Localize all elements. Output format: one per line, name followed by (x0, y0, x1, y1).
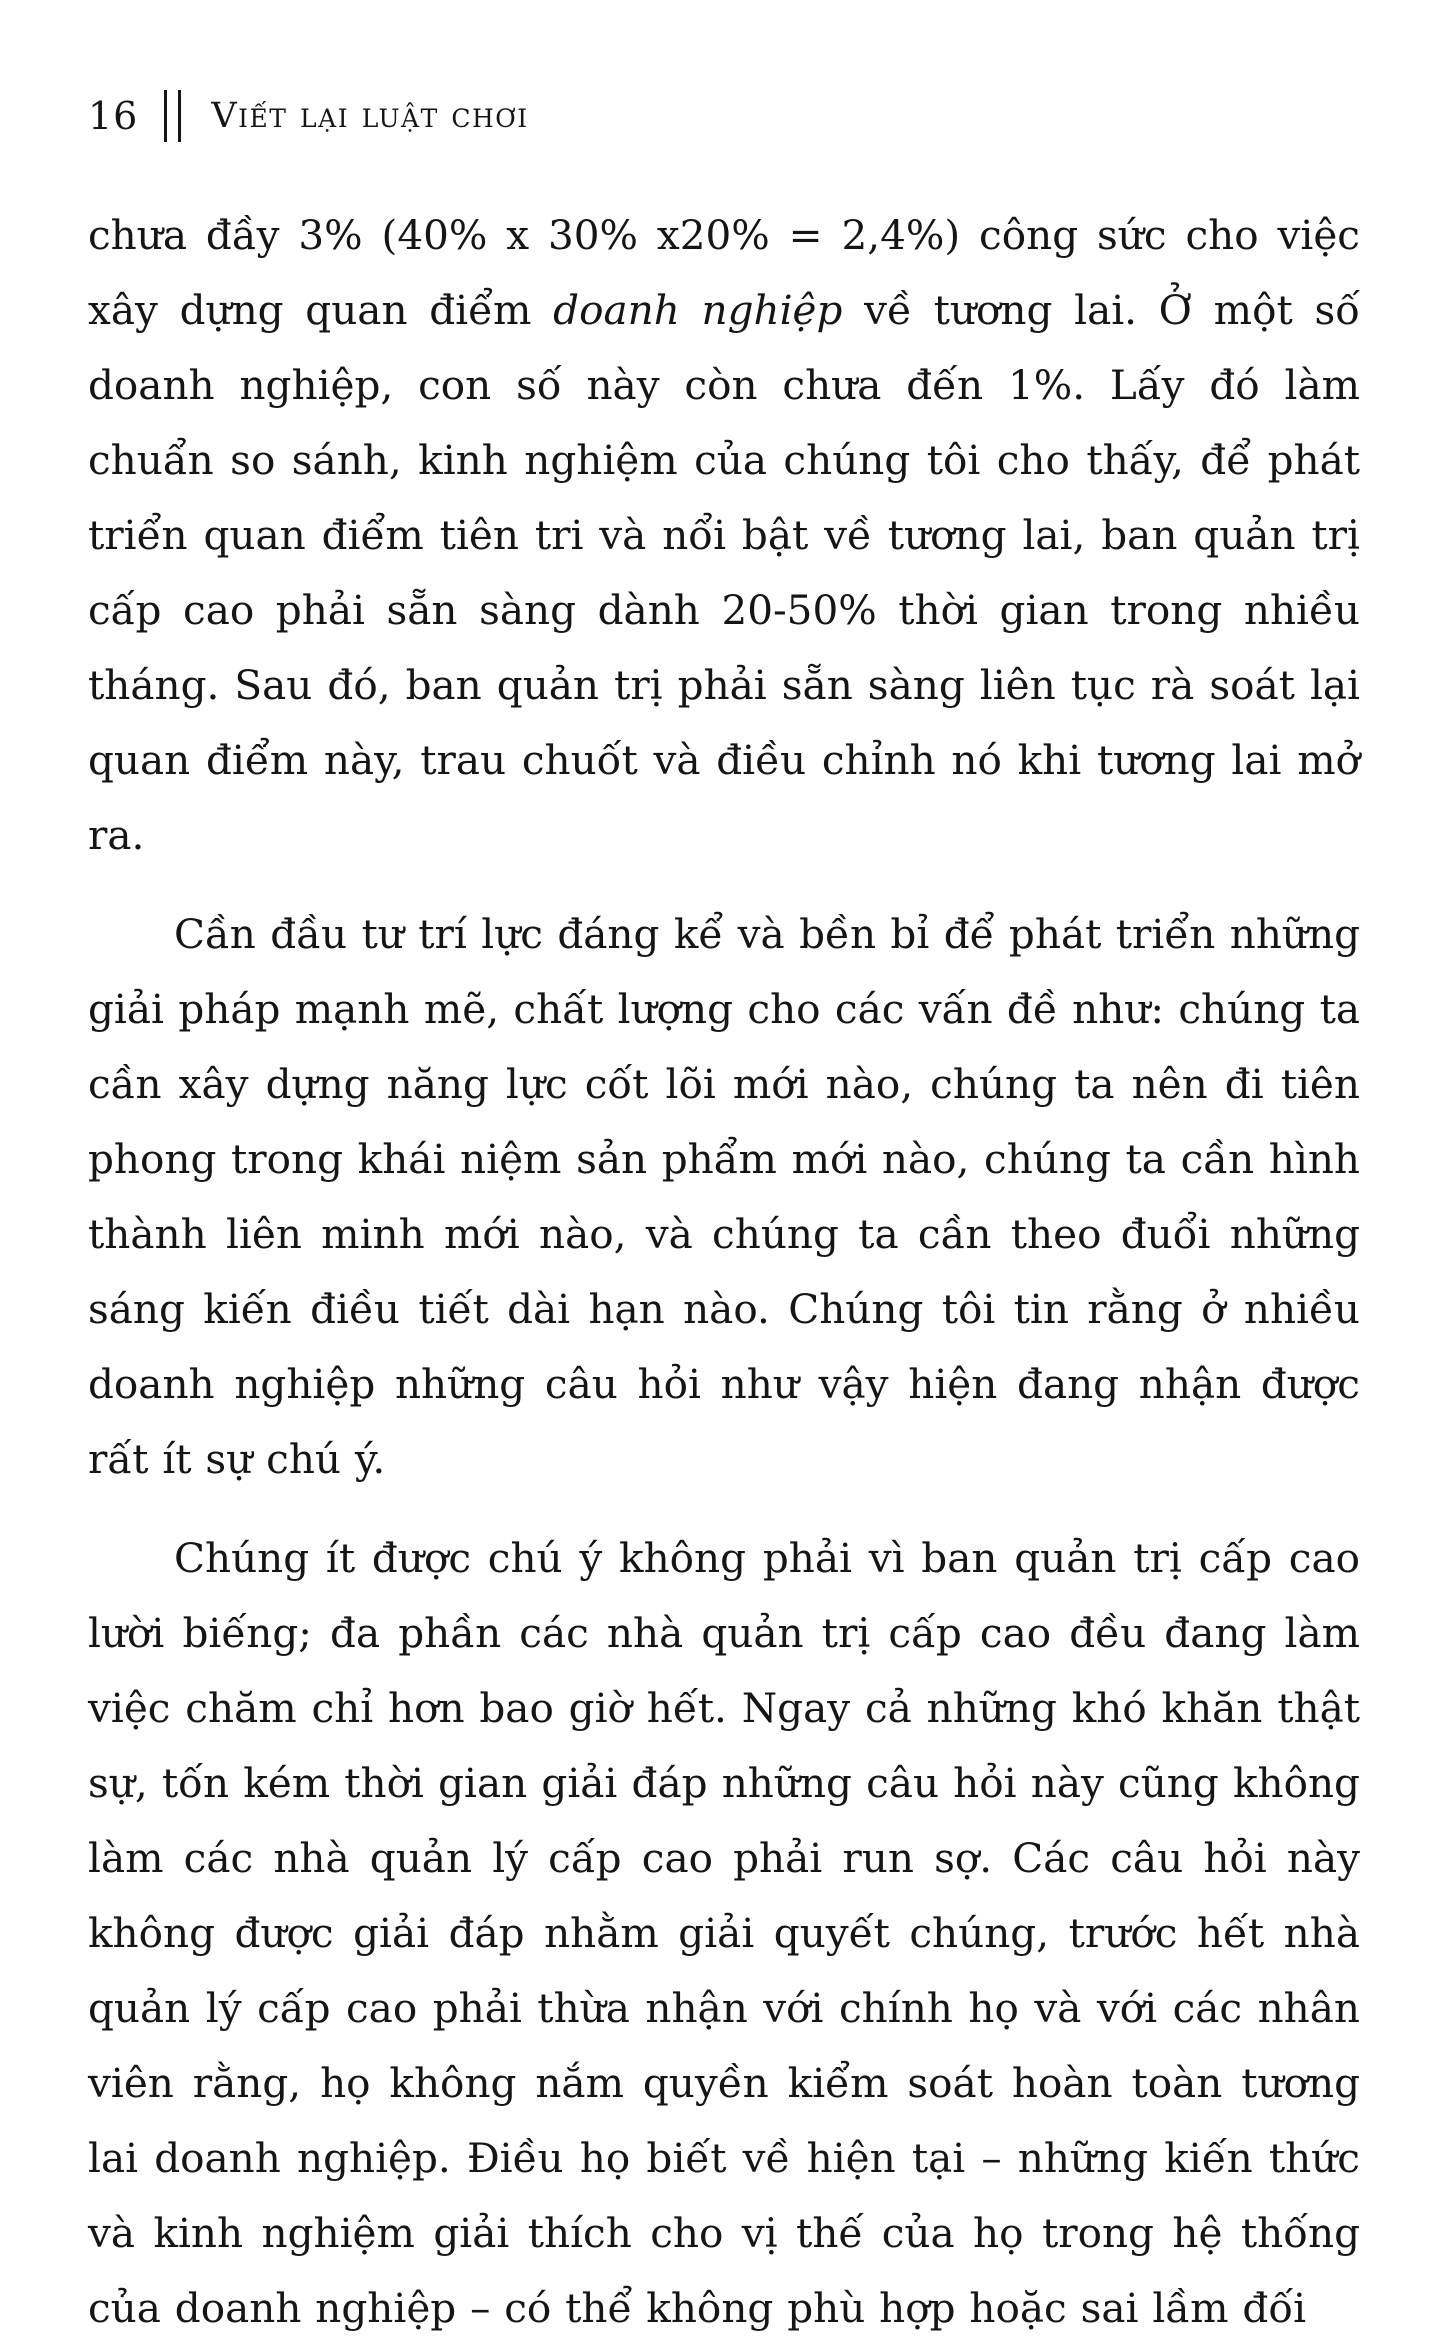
paragraph-continued (88, 198, 1360, 873)
paragraph-text-before: chưa đầy 3% (40% x 30% x20% = 2,4%) công sức cho việc xây dựng quan điểm (88, 211, 1360, 334)
page-header (88, 86, 529, 146)
emphasis-text: doanh nghiệp (553, 286, 843, 334)
page-number: 16 (88, 94, 139, 138)
paragraph-text-after: về tương lai. Ở một số doanh nghiệp, con số này còn chưa đến 1%. Lấy đó làm chuẩn so sánh, kinh nghiệm của chúng tôi cho thấy, để phát triển quan điểm tiên tri và nổi bật về tương lai, ban quản trị cấp cao phải sẵn sàng dành 20-50% thời gian trong nhiều tháng. Sau đó, ban quản trị phải sẵn sàng liên tục rà soát lại quan điểm này, trau chuốt và điều chỉnh nó khi tương lai mở ra. (88, 286, 1361, 859)
header-double-rule (164, 90, 181, 142)
paragraph: Cần đầu tư trí lực đáng kể và bền bỉ để phát triển những giải pháp mạnh mẽ, chất lượng cho các vấn đề như: chúng ta cần xây dựng năng lực cốt lõi mới nào, chúng ta nên đi tiên phong trong khái niệm sản phẩm mới nào, chúng ta cần hình thành liên minh mới nào, và chúng ta cần theo đuổi những sáng kiến điều tiết dài hạn nào. Chúng tôi tin rằng ở nhiều doanh nghiệp những câu hỏi như vậy hiện đang nhận được rất ít sự chú ý. (88, 910, 1360, 1483)
running-title: Viết lại luật chơi (211, 96, 529, 136)
paragraph: Chúng ít được chú ý không phải vì ban quản trị cấp cao lười biếng; đa phần các nhà quản trị cấp cao đều đang làm việc chăm chỉ hơn bao giờ hết. Ngay cả những khó khăn thật sự, tốn kém thời gian giải đáp những câu hỏi này cũng không làm các nhà quản lý cấp cao phải run sợ. Các câu hỏi này không được giải đáp nhằm giải quyết chúng, trước hết nhà quản lý cấp cao phải thừa nhận với chính họ và với các nhân viên rằng, họ không nắm quyền kiểm soát hoàn toàn tương lai doanh nghiệp. Điều họ biết về hiện tại – những kiến thức và kinh nghiệm giải thích cho vị thế của họ trong hệ thống của doanh nghiệp – có thể không phù hợp hoặc sai lầm đối (88, 1534, 1360, 2332)
body-text (88, 198, 1360, 2336)
